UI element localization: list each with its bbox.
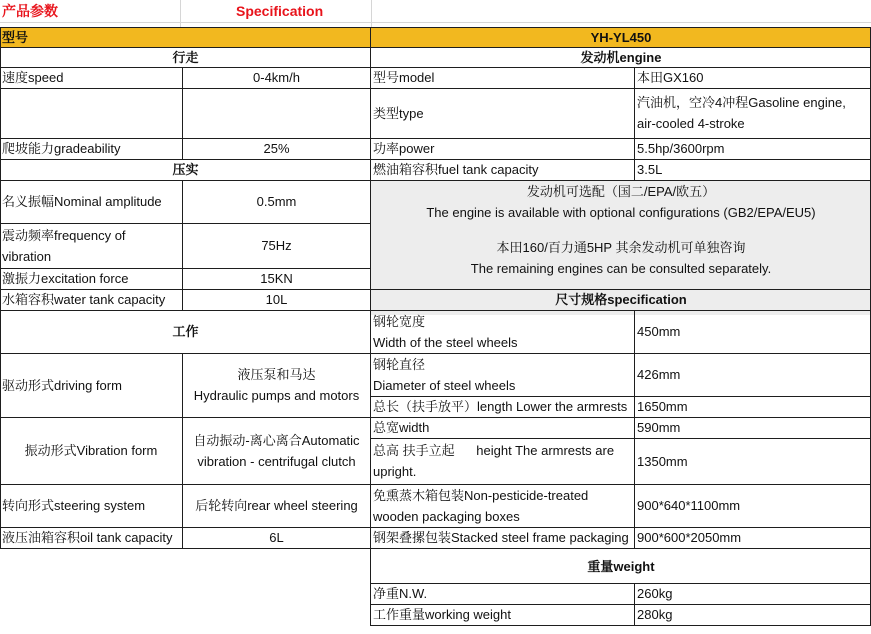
wheel-diameter-label-cn: 钢轮直径 — [373, 356, 426, 372]
steering-label: 转向形式steering system — [2, 498, 146, 513]
oil-value: 6L — [269, 530, 284, 545]
gridline-v-center — [370, 27, 371, 626]
package-wood-label — [371, 484, 635, 527]
width-value: 590mm — [637, 420, 681, 435]
gridline-h — [0, 27, 871, 28]
gridline-h — [0, 548, 871, 549]
working-weight-value: 280kg — [637, 607, 673, 622]
section-weight: 重量weight — [587, 559, 655, 574]
section-engine: 发动机engine — [580, 49, 662, 65]
header-gridline-v2 — [371, 0, 372, 27]
model-value: YH-YL450 — [590, 29, 652, 45]
section-size-spec: 尺寸规格specification — [555, 292, 687, 307]
package-steel-label: 钢架叠摞包装Stacked steel frame packaging — [373, 530, 629, 545]
engine-power-label: 功率power — [373, 141, 435, 156]
gradeability-value: 25% — [263, 141, 290, 156]
drive-label: 驱动形式driving form — [2, 377, 122, 393]
gridline-h — [0, 138, 871, 139]
speed-value: 0-4km/h — [253, 70, 300, 85]
water-value: 10L — [265, 292, 288, 307]
net-weight-label: 净重N.W. — [373, 586, 428, 601]
gridline-v-right-inner — [634, 67, 635, 180]
wheel-diameter-label-en: Diameter of steel wheels — [373, 377, 516, 393]
gridline-h — [0, 88, 871, 89]
wheel-diameter-value: 426mm — [637, 367, 681, 382]
engine-model-label: 型号model — [373, 70, 435, 85]
gradeability-label: 爬坡能力gradeability — [2, 141, 121, 156]
gridline-h — [0, 159, 871, 160]
gridline-v-left-inner — [182, 180, 183, 310]
model-label: 型号 — [2, 29, 29, 45]
width-label: 总宽width — [373, 420, 430, 435]
gridline-h — [0, 353, 871, 354]
gridline-v-left-edge — [0, 27, 1, 549]
oil-label: 液压油箱容积oil tank capacity — [2, 530, 173, 545]
section-work: 工作 — [172, 324, 199, 339]
gridline-h — [0, 289, 871, 290]
vibration-label: 振动形式Vibration form — [24, 443, 158, 458]
net-weight-value: 260kg — [637, 586, 673, 601]
vibration-value-2: vibration - centrifugal clutch — [197, 453, 356, 469]
engine-config-cn: 发动机可选配（国二/EPA/欧五） — [526, 183, 716, 199]
wheel-width-label-cn: 钢轮宽度 — [373, 313, 426, 329]
header-gridline-h — [0, 22, 871, 23]
section-compaction: 压实 — [172, 162, 199, 177]
engine-power-value: 5.5hp/3600rpm — [637, 141, 725, 156]
gridline-h — [0, 67, 871, 68]
wheel-width-value: 450mm — [637, 324, 681, 339]
gridline-h-right — [371, 604, 871, 605]
engine-model-value: 本田GX160 — [637, 70, 704, 85]
gridline-v-right-inner — [634, 310, 635, 549]
gridline-h — [0, 484, 871, 485]
gridline-h — [0, 417, 871, 418]
drive-value-en: Hydraulic pumps and motors — [193, 388, 360, 403]
engine-others-cn: 本田160/百力通5HP 其余发动机可单独咨询 — [496, 239, 746, 255]
height-label-line1: 总高 扶手立起 height The armrests are — [373, 443, 615, 458]
package-wood-value: 900*640*1100mm — [637, 498, 741, 513]
header-gridline-v1 — [180, 0, 181, 27]
engine-config-en: The engine is available with optional configurations (GB2/EPA/EU5) — [426, 204, 816, 220]
gridline-h — [0, 527, 871, 528]
engine-type-value: 汽油机，空冷4冲程Gasoline engine, air-cooled 4-stroke — [637, 95, 846, 131]
water-label: 水箱容积water tank capacity — [2, 292, 166, 307]
gridline-v-right-inner — [634, 583, 635, 626]
engine-type-label: 类型type — [373, 105, 424, 121]
gridline-h — [0, 310, 871, 311]
package-wood-label-line2: wooden packaging boxes — [373, 508, 520, 524]
engine-others-note — [371, 235, 871, 280]
gridline-h-left — [0, 268, 371, 269]
frequency-value: 75Hz — [261, 238, 292, 253]
working-weight-label: 工作重量working weight — [373, 607, 511, 622]
gridline-v-left-inner — [182, 353, 183, 549]
gridline-h-right — [371, 625, 871, 626]
amplitude-label: 名义振幅Nominal amplitude — [2, 194, 162, 209]
engine-config-note — [371, 180, 871, 223]
header-en-title: Specification — [236, 2, 324, 19]
height-value: 1350mm — [637, 453, 688, 469]
vibration-value — [182, 417, 371, 484]
height-label-line2: upright. — [373, 464, 417, 479]
header-cn-title: 产品参数 — [2, 2, 58, 19]
engine-others-en: The remaining engines can be consulted separately. — [470, 260, 772, 276]
drive-value-cn: 液压泵和马达 — [237, 367, 316, 382]
fuel-tank-value: 3.5L — [637, 162, 663, 177]
speed-label: 速度speed — [2, 70, 64, 85]
gridline-h-right — [371, 396, 871, 397]
gridline-v-left-inner — [182, 67, 183, 159]
fuel-tank-label: 燃油箱容积fuel tank capacity — [373, 162, 539, 177]
wheel-width-label-en: Width of the steel wheels — [373, 334, 518, 350]
wheel-width-label — [371, 310, 635, 353]
gridline-h-right — [371, 583, 871, 584]
vibration-value-1: 自动振动-离心离合Automatic — [193, 432, 360, 448]
frequency-label: 震动频率frequency of vibration — [2, 227, 126, 264]
gridline-h-right — [371, 438, 871, 439]
section-travel: 行走 — [172, 49, 199, 65]
force-label: 激振力excitation force — [2, 271, 129, 286]
drive-value — [182, 353, 371, 417]
gridline-h-left — [0, 223, 371, 224]
package-wood-label-line1: 免熏蒸木箱包装Non-pesticide-treated — [373, 487, 589, 503]
steering-value: 后轮转向rear wheel steering — [195, 498, 358, 513]
amplitude-value: 0.5mm — [256, 194, 297, 209]
gridline-h — [0, 47, 871, 48]
gridline-h — [0, 180, 871, 181]
package-steel-value: 900*600*2050mm — [637, 530, 742, 545]
wheel-diameter-label — [371, 353, 635, 396]
force-value: 15KN — [260, 271, 293, 286]
length-value: 1650mm — [637, 399, 688, 414]
length-label: 总长（扶手放平）length Lower the armrests — [373, 399, 628, 414]
height-label — [371, 438, 635, 484]
